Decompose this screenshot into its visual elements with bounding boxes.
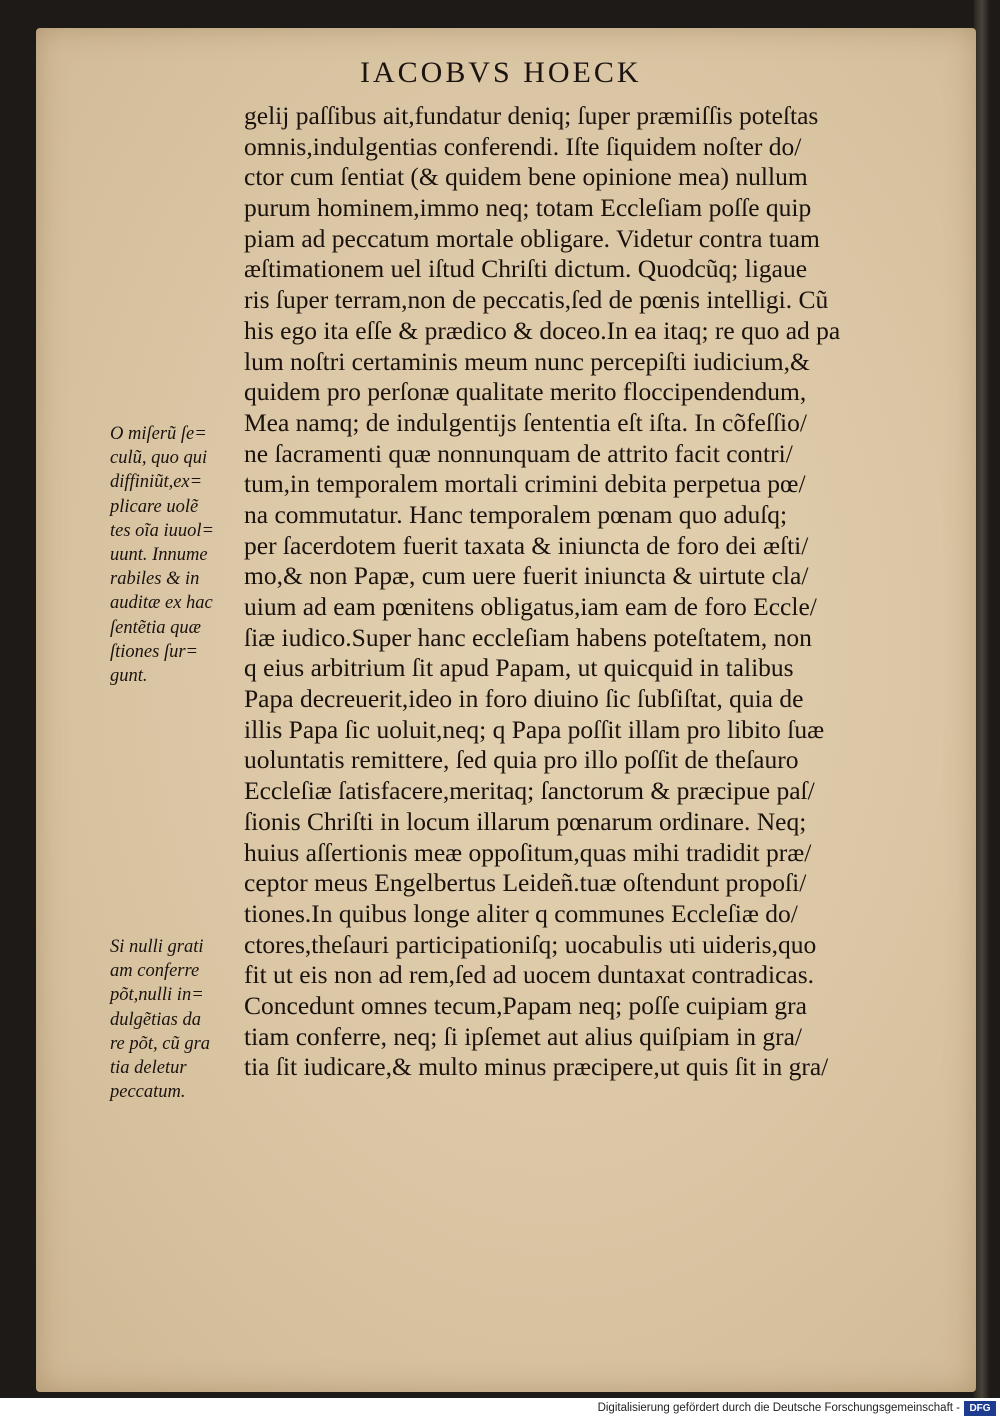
margin-note-line: rabiles & in (110, 569, 200, 590)
funding-credit: Digitalisierung gefördert durch die Deutsche Forschungsgemeinschaft - (597, 1402, 960, 1414)
text-line: gelij paſſibus ait,fundatur deniq; ſuper præmiſſis poteſtas (244, 101, 819, 130)
margin-note-line: diffiniũt,ex= (110, 472, 203, 493)
text-line: piam ad peccatum mortale obligare. Videtur contra tuam (244, 223, 820, 253)
text-line: fit ut eis non ad rem,ſed ad uocem duntaxat contradicas. (244, 960, 815, 990)
text-line: quidem pro perſonæ qualitate merito floccipendendum, (244, 377, 807, 407)
text-line: tum,in temporalem mortali crimini debita perpetua pœ/ (244, 469, 806, 499)
text-line: tiam conferre, neq; ſi ipſemet aut alius quiſpiam in gra/ (244, 1021, 802, 1051)
margin-note-line: uunt. Innume (110, 545, 208, 566)
margin-note-line: O miſerũ ſe= (110, 424, 207, 444)
margin-note-1 (110, 422, 245, 688)
text-line: omnis,indulgentias conferendi. Iſte ſiquidem noſter do/ (244, 131, 802, 161)
margin-note-line: re põt, cũ gra (110, 1033, 211, 1054)
margin-note-line: ſtiones ſur= (110, 641, 199, 662)
text-line: Mea namq; de indulgentijs ſententia eſt iſta. In cõfeſſio/ (244, 407, 807, 437)
text-line: uoluntatis remittere, ſed quia pro illo poſſit de theſauro (244, 745, 799, 775)
margin-note-line: gunt. (110, 666, 148, 687)
margin-note-line: am conferre (110, 961, 200, 982)
margin-note-line: tia deletur (110, 1058, 187, 1079)
text-line: uium ad eam pœnitens obligatus,iam eam de foro Eccle/ (244, 592, 817, 621)
text-line: lum noſtri certaminis meum nunc percepiſti iudicium,& (244, 346, 810, 376)
text-line: ſiæ iudico.Super hanc eccleſiam habens poteſtatem, non (244, 622, 812, 652)
text-line: mo,& non Papæ, cum uere fuerit iniuncta & uirtute cla/ (244, 561, 809, 591)
margin-note-line: plicare uolẽ (110, 496, 199, 517)
text-line: ceptor meus Engelbertus Leideñ.tuæ oſtendunt propoſi/ (244, 868, 807, 898)
margin-note-line: dulgẽtias da (110, 1009, 201, 1030)
text-line: per ſacerdotem fuerit taxata & iniuncta de foro dei æſti/ (244, 530, 809, 560)
text-line: tia ſit iudicare,& multo minus præcipere,ut quis ſit in gra/ (244, 1052, 829, 1082)
text-line: Papa decreuerit,ideo in foro diuino ſic ſubſiſtat, quia de (244, 684, 804, 714)
text-line: ctores,theſauri participationiſq; uocabulis uti uideris,quo (244, 929, 817, 959)
text-line: tiones.In quibus longe aliter q communes Eccleſiæ do/ (244, 898, 798, 928)
dfg-logo: DFG (964, 1401, 996, 1416)
margin-note-line: culũ, quo qui (110, 448, 208, 469)
text-line: Concedunt omnes tecum,Papam neq; poſſe cuipiam gra (244, 990, 807, 1020)
margin-note-line: põt,nulli in= (110, 985, 204, 1006)
text-line: ris ſuper terram,non de peccatis,ſed de pœnis intelligi. Cũ (244, 285, 829, 315)
text-line: ſionis Chriſti in locum illarum pœnarum ordinare. Neq; (244, 806, 807, 836)
text-line: q eius arbitrium ſit apud Papam, ut quicquid in talibus (244, 653, 794, 683)
margin-note-line: auditæ ex hac (110, 593, 213, 614)
text-line: illis Papa ſic uoluit,neq; q Papa poſſit illam pro libito ſuæ (244, 714, 825, 744)
margin-note-line: ſentẽtia quæ (110, 617, 201, 638)
text-line: æſtimationem uel iſtud Chriſti dictum. Quodcũq; ligaue (244, 254, 808, 284)
margin-note-line: tes oĩa iuuol= (110, 520, 214, 541)
margin-note-line: peccatum. (110, 1082, 186, 1103)
text-line: Eccleſiæ ſatisfacere,meritaq; ſanctorum & præcipue paſ/ (244, 776, 815, 806)
margin-note-2 (110, 935, 245, 1104)
running-head: IACOBVS HOECK (360, 56, 642, 89)
text-line: purum hominem,immo neq; totam Eccleſiam poſſe quip (244, 193, 812, 223)
text-line: ne ſacramenti quæ nonnunquam de attrito facit contri/ (244, 438, 793, 468)
text-line: na commutatur. Hanc temporalem pœnam quo aduſq; (244, 499, 788, 529)
text-line: his ego ita eſſe & prædico & doceo.In ea itaq; re quo ad pa (244, 315, 841, 345)
book-edge (974, 0, 990, 1398)
main-text-block (244, 101, 934, 1083)
text-line: huius aſſertionis meæ oppoſitum,quas mihi tradidit præ/ (244, 837, 812, 867)
margin-note-line: Si nulli grati (110, 937, 204, 957)
text-line: ctor cum ſentiat (& quidem bene opinione mea) nullum (244, 162, 808, 192)
footer-bar (0, 1398, 1000, 1421)
